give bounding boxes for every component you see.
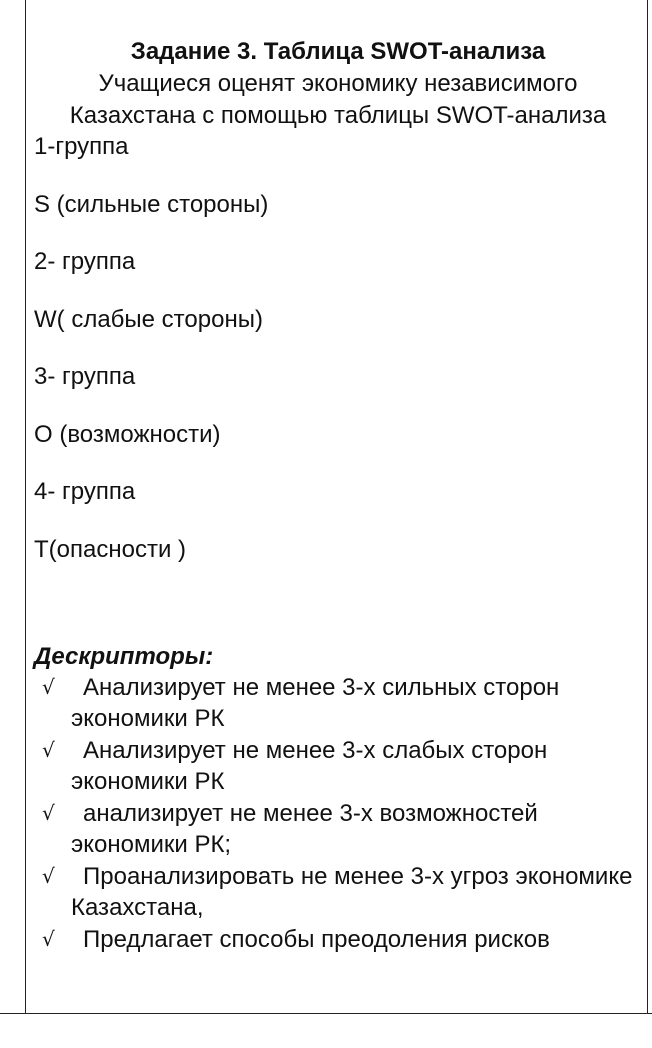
table-border-bottom: [0, 1013, 652, 1014]
descriptors-heading: Дескрипторы:: [34, 643, 214, 670]
descriptor-text: Предлагает способы преодоления рисков: [83, 926, 550, 953]
group-item: 3- группа: [34, 363, 136, 390]
checkmark-icon: √: [42, 738, 55, 762]
task-description: Учащиеся оценят экономику независимого Казахстана с помощью таблицы SWOT-анализа: [69, 70, 607, 129]
descriptors-list: [34, 672, 642, 955]
group-item: W( слабые стороны): [34, 305, 263, 333]
table-border-left: [25, 0, 26, 1014]
blank-space: [34, 592, 642, 642]
descriptor-item: [34, 861, 642, 923]
task-title: Задание 3. Таблица SWOT-анализа: [130, 38, 546, 65]
table-border-right: [647, 0, 648, 1014]
task-cell: [34, 34, 642, 956]
group-item: 4- группа: [34, 478, 136, 505]
group-item: 1-группа: [34, 133, 129, 160]
group-item: 2- группа: [34, 248, 136, 275]
checkmark-icon: √: [42, 864, 55, 888]
group-item: S (сильные стороны): [34, 190, 269, 218]
descriptor-text: Проанализировать не менее 3-х угроз экономике Казахстана,: [71, 863, 633, 921]
checkmark-icon: √: [42, 801, 55, 825]
descriptor-item: [34, 924, 642, 955]
descriptor-item: [34, 735, 642, 797]
checkmark-icon: √: [42, 675, 55, 699]
descriptor-item: [34, 798, 642, 860]
descriptor-item: [34, 672, 642, 734]
group-item: O (возможности): [34, 420, 221, 448]
descriptor-text: Анализирует не менее 3-х сильных сторон экономики РК: [71, 674, 560, 732]
descriptor-text: Анализирует не менее 3-х слабых сторон экономики РК: [71, 737, 548, 795]
group-item: T(опасности ): [34, 535, 187, 563]
group-list: [34, 132, 642, 592]
descriptor-text: анализирует не менее 3-х возможностей экономики РК;: [71, 800, 538, 858]
checkmark-icon: √: [42, 927, 55, 951]
